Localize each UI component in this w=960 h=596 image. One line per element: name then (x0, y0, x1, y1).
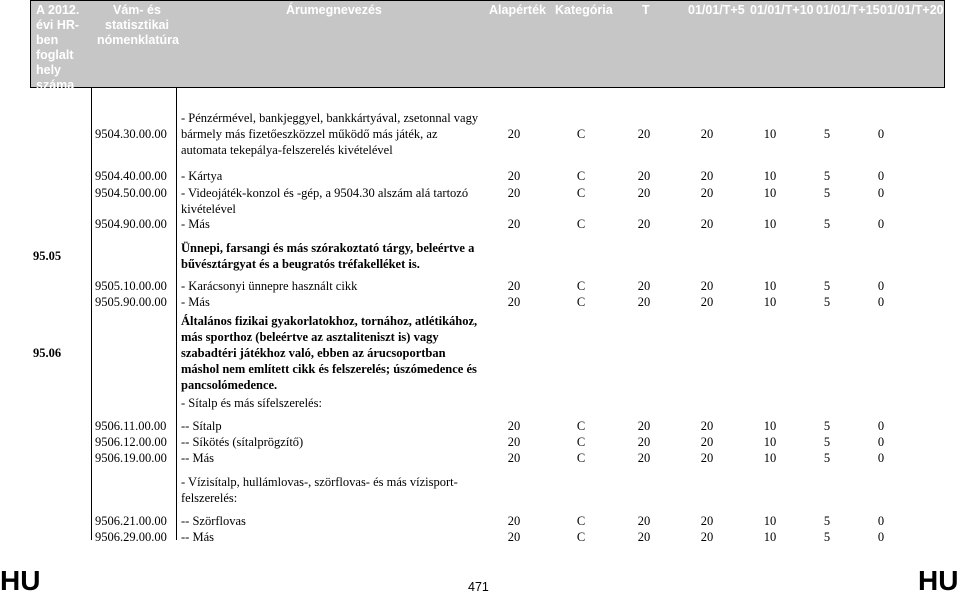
tariff-code: 9506.12.00.00 (95, 435, 167, 449)
rate-t15-value: 5 (823, 419, 831, 433)
rate-t15-value: 5 (823, 295, 831, 309)
description-line: felszerelés: (181, 491, 238, 505)
rate-t5-value: 20 (700, 530, 714, 544)
header-t20: 01/01/T+20 (880, 3, 944, 17)
category-value: C (576, 127, 586, 141)
base-rate-value: 20 (507, 217, 521, 231)
rate-t15-value: 5 (823, 186, 831, 200)
rate-t15-value: 5 (823, 530, 831, 544)
rate-t10-value: 10 (763, 169, 777, 183)
header-category: Kategória (555, 3, 613, 17)
base-rate-value: 20 (507, 279, 521, 293)
rate-t10-value: 10 (763, 279, 777, 293)
rate-t-value: 20 (637, 279, 651, 293)
rate-t20-value: 0 (877, 530, 885, 544)
description-line: szabadtéri játékhoz való, ebben az árucsoportban (181, 346, 446, 360)
category-value: C (576, 279, 586, 293)
tariff-code: 9504.30.00.00 (95, 127, 167, 141)
category-value: C (576, 435, 586, 449)
rate-t15-value: 5 (823, 127, 831, 141)
rate-t20-value: 0 (877, 127, 885, 141)
description-line: pancsolómedence. (181, 378, 278, 392)
description-line: - Pénzérmével, bankjeggyel, bankkártyával, zsetonnal vagy (181, 111, 479, 125)
column-divider (91, 88, 92, 540)
rate-t-value: 20 (637, 530, 651, 544)
rate-t-value: 20 (637, 186, 651, 200)
rate-t5-value: 20 (700, 419, 714, 433)
rate-t15-value: 5 (823, 169, 831, 183)
rate-t20-value: 0 (877, 186, 885, 200)
base-rate-value: 20 (507, 530, 521, 544)
header-description: Árumegnevezés (286, 3, 382, 17)
rate-t20-value: 0 (877, 514, 885, 528)
description-line: - Vízisítalp, hullámlovas-, szörflovas- és más vízisport- (181, 475, 458, 489)
footer-left-code: HU (0, 565, 41, 596)
description-line: - Más (181, 217, 210, 231)
base-rate-value: 20 (507, 169, 521, 183)
tariff-code: 9505.90.00.00 (95, 295, 167, 309)
rate-t5-value: 20 (700, 169, 714, 183)
rate-t20-value: 0 (877, 169, 885, 183)
rate-t-value: 20 (637, 435, 651, 449)
page-number: 471 (468, 580, 489, 594)
rate-t-value: 20 (637, 451, 651, 465)
rate-t-value: 20 (637, 514, 651, 528)
rate-t-value: 20 (637, 217, 651, 231)
category-value: C (576, 530, 586, 544)
base-rate-value: 20 (507, 451, 521, 465)
rate-t20-value: 0 (877, 279, 885, 293)
rate-t-value: 20 (637, 295, 651, 309)
rate-t10-value: 10 (763, 514, 777, 528)
rate-t10-value: 10 (763, 435, 777, 449)
header-t10: 01/01/T+10 (750, 3, 814, 17)
rate-t-value: 20 (637, 419, 651, 433)
category-value: C (576, 419, 586, 433)
rate-t20-value: 0 (877, 295, 885, 309)
category-value: C (576, 451, 586, 465)
rate-t5-value: 20 (700, 435, 714, 449)
rate-t5-value: 20 (700, 127, 714, 141)
header-base-rate: Alapérték (489, 3, 546, 17)
description-line: -- Síkötés (sítalprögzítő) (181, 435, 304, 449)
rate-t10-value: 10 (763, 186, 777, 200)
rate-t10-value: 10 (763, 295, 777, 309)
description-line: bármely más fizetőeszközzel működő más játék, az (181, 127, 438, 141)
rate-t10-value: 10 (763, 451, 777, 465)
heading-number: 95.05 (33, 249, 62, 263)
rate-t15-value: 5 (823, 217, 831, 231)
header-year: A 2012. évi HR- ben foglalt hely száma (36, 3, 80, 92)
description-line: - Videojáték-konzol és -gép, a 9504.30 alszám alá tartozó (181, 186, 469, 200)
heading-number: 95.06 (33, 346, 62, 360)
base-rate-value: 20 (507, 435, 521, 449)
description-line: más sporthoz (beleértve az asztaliteniszt is) vagy (181, 330, 439, 344)
tariff-code: 9506.19.00.00 (95, 451, 167, 465)
rate-t20-value: 0 (877, 451, 885, 465)
rate-t5-value: 20 (700, 186, 714, 200)
tariff-code: 9506.11.00.00 (95, 419, 167, 433)
rate-t15-value: 5 (823, 514, 831, 528)
category-value: C (576, 169, 586, 183)
rate-t5-value: 20 (700, 451, 714, 465)
tariff-code: 9506.29.00.00 (95, 530, 167, 544)
description-line: -- Más (181, 530, 214, 544)
rate-t15-value: 5 (823, 451, 831, 465)
category-value: C (576, 217, 586, 231)
column-divider (176, 88, 177, 540)
rate-t-value: 20 (637, 127, 651, 141)
rate-t5-value: 20 (700, 217, 714, 231)
header-code: Vám- és statisztikai nómenklatúra (97, 3, 179, 47)
rate-t5-value: 20 (700, 295, 714, 309)
rate-t20-value: 0 (877, 435, 885, 449)
description-line: -- Szörflovas (181, 514, 246, 528)
rate-t15-value: 5 (823, 279, 831, 293)
description-line: bűvésztárgyat és a beugratós tréfakelléket is. (181, 257, 420, 271)
description-line: automata tekepálya-felszerelés kivételével (181, 143, 393, 157)
description-line: -- Sítalp (181, 419, 222, 433)
header-t15: 01/01/T+15 (816, 3, 880, 17)
category-value: C (576, 186, 586, 200)
tariff-code: 9505.10.00.00 (95, 279, 167, 293)
rate-t10-value: 10 (763, 217, 777, 231)
base-rate-value: 20 (507, 186, 521, 200)
description-line: - Kártya (181, 169, 223, 183)
tariff-code: 9504.90.00.00 (95, 217, 167, 231)
description-line: Ünnepi, farsangi és más szórakoztató tárgy, beleértve a (181, 241, 475, 255)
description-line: -- Más (181, 451, 214, 465)
description-line: - Karácsonyi ünnepre használt cikk (181, 279, 358, 293)
header-t: T (642, 3, 650, 17)
rate-t5-value: 20 (700, 279, 714, 293)
tariff-code: 9506.21.00.00 (95, 514, 167, 528)
rate-t-value: 20 (637, 169, 651, 183)
rate-t10-value: 10 (763, 419, 777, 433)
category-value: C (576, 295, 586, 309)
category-value: C (576, 514, 586, 528)
tariff-code: 9504.40.00.00 (95, 169, 167, 183)
rate-t10-value: 10 (763, 530, 777, 544)
description-line: - Sítalp és más sífelszerelés: (181, 396, 322, 410)
rate-t20-value: 0 (877, 419, 885, 433)
rate-t20-value: 0 (877, 217, 885, 231)
base-rate-value: 20 (507, 127, 521, 141)
rate-t5-value: 20 (700, 514, 714, 528)
base-rate-value: 20 (507, 514, 521, 528)
rate-t15-value: 5 (823, 435, 831, 449)
base-rate-value: 20 (507, 419, 521, 433)
rate-t10-value: 10 (763, 127, 777, 141)
base-rate-value: 20 (507, 295, 521, 309)
description-line: Általános fizikai gyakorlatokhoz, tornához, atlétikához, (181, 314, 478, 328)
description-line: - Más (181, 295, 210, 309)
tariff-code: 9504.50.00.00 (95, 186, 167, 200)
header-t5: 01/01/T+5 (688, 3, 745, 17)
footer-right-code: HU (918, 565, 959, 596)
description-line: kivételével (181, 202, 236, 216)
description-line: máshol nem említett cikk és felszerelés; úszómedence és (181, 362, 477, 376)
